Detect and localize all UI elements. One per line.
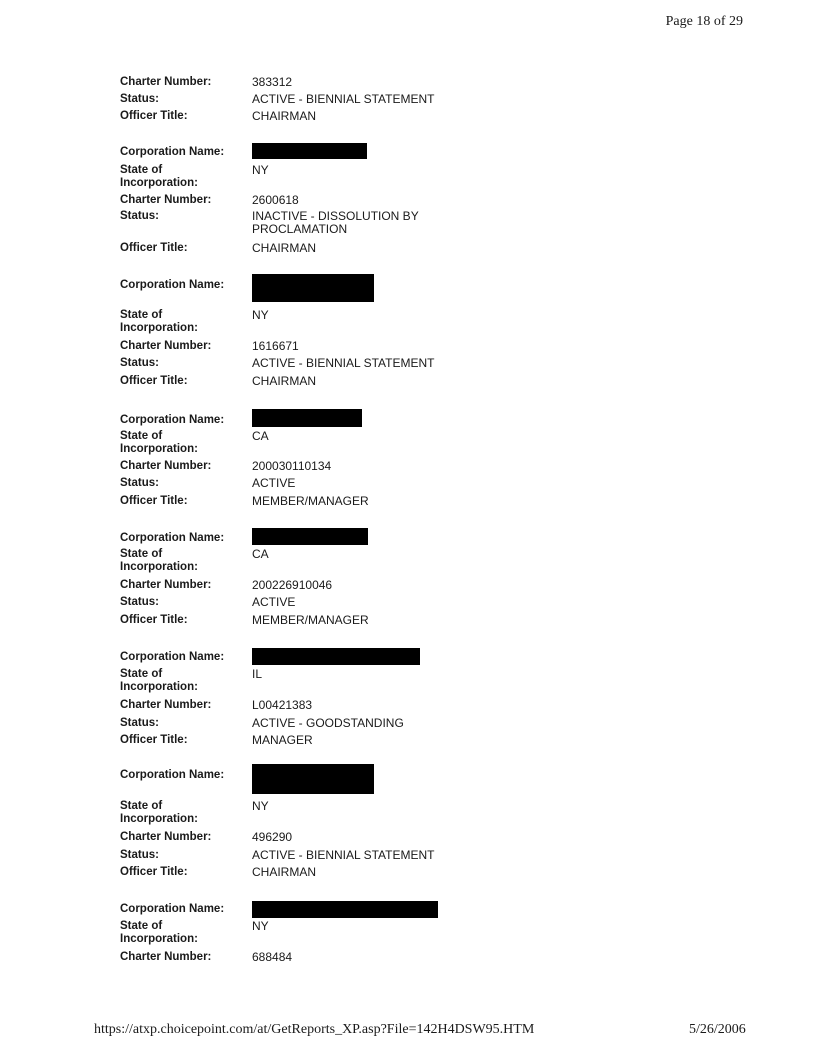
officer-title-label: Officer Title: (120, 734, 188, 746)
state-label-line1: State of (120, 548, 163, 560)
charter-number-value: 200030110134 (252, 459, 332, 473)
redaction-box (252, 409, 362, 427)
officer-title-label: Officer Title: (120, 614, 188, 626)
corporation-name-label: Corporation Name: (120, 279, 225, 291)
status-value: ACTIVE (252, 595, 296, 609)
state-value: NY (252, 308, 269, 322)
redaction-box (252, 764, 374, 794)
charter-number-label: Charter Number: (120, 460, 212, 472)
footer-date: 5/26/2006 (689, 1022, 746, 1037)
state-label (120, 668, 240, 694)
status-value-line2: PROCLAMATION (252, 222, 348, 236)
status-label: Status: (120, 93, 159, 105)
state-label (120, 920, 240, 946)
state-value: NY (252, 919, 269, 933)
state-label-line1: State of (120, 430, 163, 442)
officer-title-label: Officer Title: (120, 110, 188, 122)
charter-number-label: Charter Number: (120, 951, 212, 963)
state-label-line1: State of (120, 920, 163, 932)
status-value: ACTIVE (252, 476, 296, 490)
charter-number-value: 496290 (252, 830, 293, 844)
status-value: ACTIVE - GOODSTANDING (252, 716, 404, 730)
state-label-line2: Incorporation: (120, 322, 198, 334)
corporation-name-label: Corporation Name: (120, 903, 225, 915)
status-label: Status: (120, 849, 159, 861)
state-label-line1: State of (120, 800, 163, 812)
corporation-name-label: Corporation Name: (120, 532, 225, 544)
charter-number-value: 200226910046 (252, 578, 333, 592)
officer-title-label: Officer Title: (120, 866, 188, 878)
redaction-box (252, 274, 374, 302)
state-label-line1: State of (120, 164, 163, 176)
state-value: NY (252, 799, 269, 813)
officer-title-value: MANAGER (252, 733, 313, 747)
state-label-line1: State of (120, 668, 163, 680)
state-value: CA (252, 547, 269, 561)
officer-title-label: Officer Title: (120, 242, 188, 254)
state-value: NY (252, 163, 269, 177)
state-label (120, 800, 240, 826)
state-label-line1: State of (120, 309, 163, 321)
charter-number-value: 2600618 (252, 193, 299, 207)
state-label (120, 309, 240, 335)
status-value: ACTIVE - BIENNIAL STATEMENT (252, 92, 435, 106)
status-label: Status: (120, 477, 159, 489)
officer-title-value: MEMBER/MANAGER (252, 494, 369, 508)
charter-number-value: 688484 (252, 950, 293, 964)
charter-number-label: Charter Number: (120, 76, 212, 88)
charter-number-label: Charter Number: (120, 579, 212, 591)
page-number: Page 18 of 29 (665, 14, 743, 29)
charter-number-value: 383312 (252, 75, 293, 89)
redaction-box (252, 528, 368, 545)
status-value: ACTIVE - BIENNIAL STATEMENT (252, 848, 435, 862)
charter-number-label: Charter Number: (120, 194, 212, 206)
corporation-name-label: Corporation Name: (120, 146, 225, 158)
officer-title-value: CHAIRMAN (252, 865, 317, 879)
state-label (120, 430, 240, 456)
redaction-box (252, 648, 420, 665)
state-label (120, 164, 240, 190)
officer-title-value: CHAIRMAN (252, 109, 317, 123)
officer-title-value: CHAIRMAN (252, 374, 317, 388)
state-label-line2: Incorporation: (120, 443, 198, 455)
charter-number-label: Charter Number: (120, 340, 212, 352)
status-value: ACTIVE - BIENNIAL STATEMENT (252, 356, 435, 370)
corporation-name-label: Corporation Name: (120, 769, 225, 781)
state-label-line2: Incorporation: (120, 933, 198, 945)
officer-title-label: Officer Title: (120, 375, 188, 387)
footer-url: https://atxp.choicepoint.com/at/GetReports_XP.asp?File=142H4DSW95.HTM (94, 1022, 535, 1037)
status-label: Status: (120, 210, 159, 222)
state-label (120, 548, 240, 574)
status-label: Status: (120, 357, 159, 369)
status-value-line1: INACTIVE - DISSOLUTION BY (252, 209, 419, 223)
charter-number-label: Charter Number: (120, 831, 212, 843)
state-label-line2: Incorporation: (120, 813, 198, 825)
officer-title-label: Officer Title: (120, 495, 188, 507)
redaction-box (252, 143, 367, 159)
corporation-name-label: Corporation Name: (120, 414, 225, 426)
charter-number-label: Charter Number: (120, 699, 212, 711)
state-label-line2: Incorporation: (120, 177, 198, 189)
officer-title-value: MEMBER/MANAGER (252, 613, 369, 627)
corporation-name-label: Corporation Name: (120, 651, 225, 663)
redaction-box (252, 901, 438, 918)
status-value (252, 210, 472, 236)
charter-number-value: L00421383 (252, 698, 313, 712)
state-value: IL (252, 667, 263, 681)
state-label-line2: Incorporation: (120, 681, 198, 693)
status-label: Status: (120, 717, 159, 729)
status-label: Status: (120, 596, 159, 608)
officer-title-value: CHAIRMAN (252, 241, 317, 255)
charter-number-value: 1616671 (252, 339, 299, 353)
state-value: CA (252, 429, 269, 443)
state-label-line2: Incorporation: (120, 561, 198, 573)
